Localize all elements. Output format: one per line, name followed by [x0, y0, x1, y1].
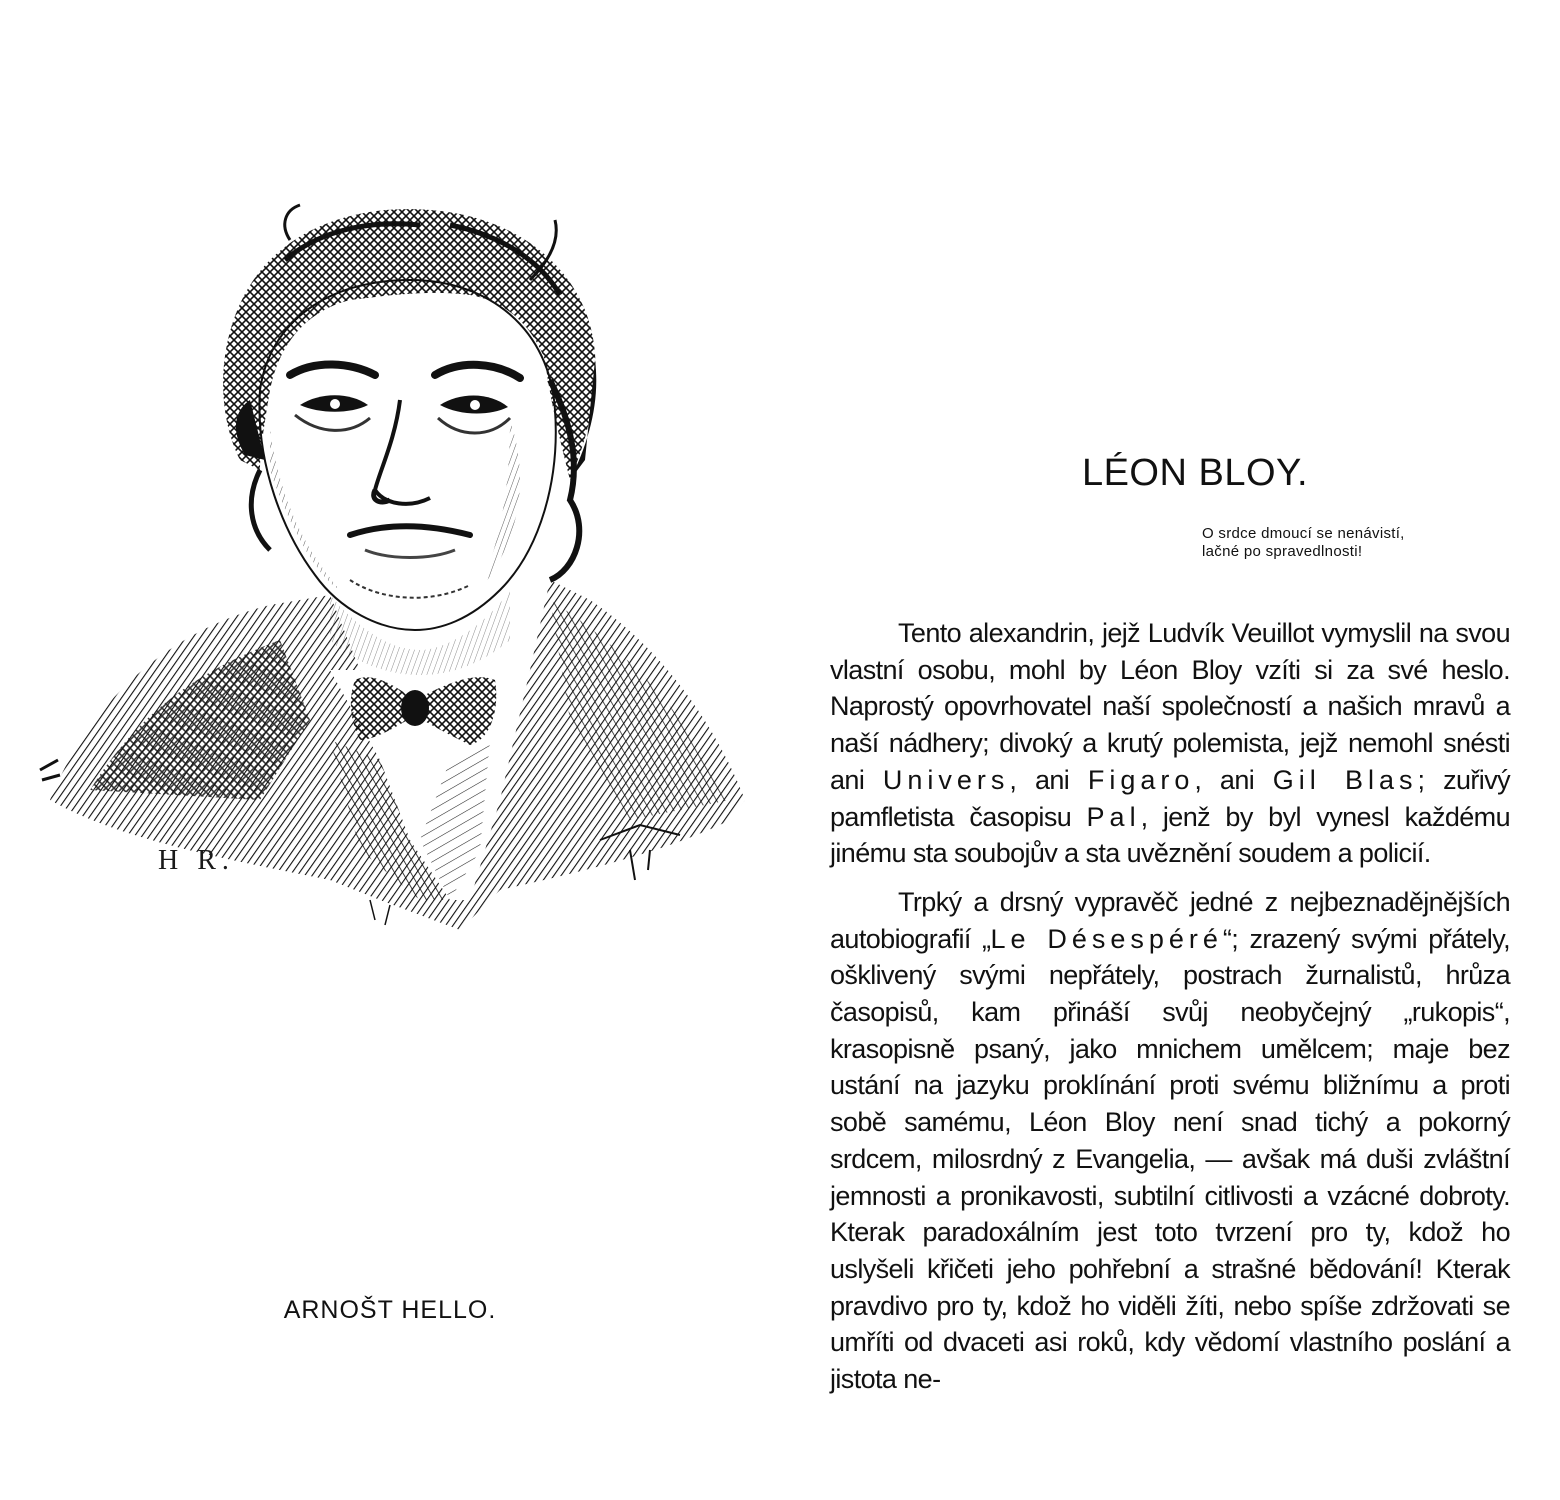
periodical-name: Pal: [1086, 801, 1141, 832]
article-body: [830, 615, 1510, 1410]
portrait-illustration: [30, 200, 760, 930]
book-title: Le Désespéré: [990, 923, 1223, 954]
portrait-engraving: [30, 200, 760, 930]
portrait-caption: ARNOŠT HELLO.: [283, 1296, 497, 1324]
epigraph-line-1: O srdce dmoucí se nenávistí,: [1202, 525, 1405, 542]
text-run: Trpký a drsný vypravěč jedné z nejbeznadějnějších autobiografií „: [830, 886, 1510, 954]
paragraph-1: [830, 615, 1510, 872]
epigraph-line-2: lačné po spravedlnosti!: [1202, 543, 1363, 560]
periodical-name: Gil Blas: [1272, 764, 1418, 795]
paragraph-2: [830, 884, 1510, 1398]
text-run: , ani: [1009, 764, 1088, 795]
text-run: , jenž by byl vynesl každému jinému sta soubojův a sta uvěznění soudem a policií.: [830, 801, 1510, 869]
periodical-name: Univers: [882, 764, 1010, 795]
text-run: , ani: [1194, 764, 1273, 795]
text-run: ; zuřivý pamfletista časopisu: [830, 764, 1510, 832]
article-title: LÉON BLOY.: [1081, 452, 1309, 494]
text-run: Tento alexandrin, jejž Ludvík Veuillot vymyslil na svou vlastní osobu, mohl by Léon Bloy vzíti si za své heslo. Naprostý opovrhovatel naší společností a našich mravů a naší nádhery; divoký a krutý polemista, jejž nemohl snésti ani: [830, 618, 1510, 795]
artist-signature: H R.: [158, 845, 235, 876]
epigraph: [1202, 525, 1512, 561]
right-page: [830, 0, 1510, 1500]
text-run: “; zrazený svými přátely, ošklivený svými nepřátely, postrach žurnalistů, hrůza časopisů, kam přináší svůj neobyčejný „rukopis“, krasopisně psaný, jako mnichem umělcem; maje bez ustání na jazyku proklínání proti svému bližnímu a proti sobě samému, Léon Bloy není snad tichý a pokorný srdcem, milosrdný z Evangelia, — avšak má duši zvláštní jemnosti a pronikavosti, subtilní citlivosti a vzácné dobroty. Kterak paradoxálním jest toto tvrzení pro ty, kdož ho uslyšeli křičeti jeho pohřební a strašné bědování! Kterak pravdivo pro ty, kdož ho viděli žíti, nebo spíše zdržovati se umříti od dvaceti asi roků, kdy vědomí vlastního poslání a jistota ne-: [830, 923, 1510, 1395]
periodical-name: Figaro: [1087, 764, 1195, 795]
